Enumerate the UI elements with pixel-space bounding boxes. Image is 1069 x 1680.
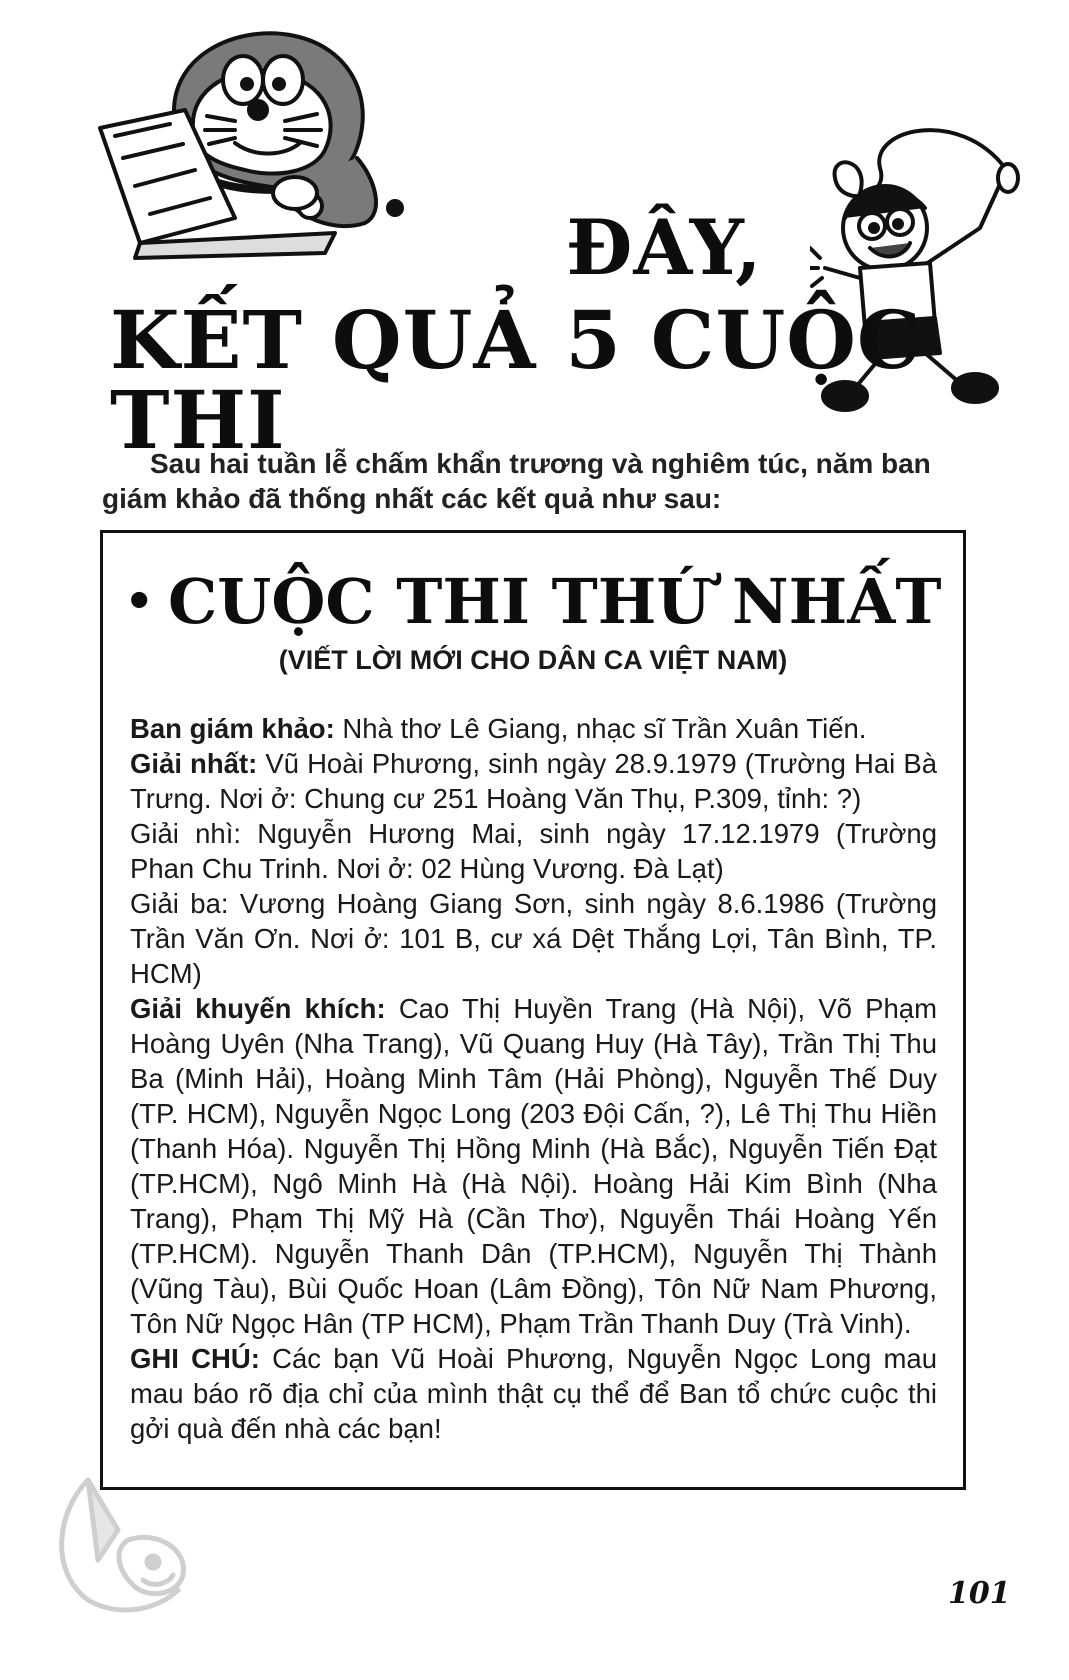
doraemon-reading-illustration xyxy=(95,18,425,268)
entry-label: Giải khuyến khích: xyxy=(130,993,386,1024)
entry-first-prize xyxy=(130,746,937,816)
contest-title-text: CUỘC THI THỨ NHẤT xyxy=(167,565,942,638)
entry-encouragement-prize xyxy=(130,991,937,1341)
contest-subtitle: (VIẾT LỜI MỚI CHO DÂN CA VIỆT NAM) xyxy=(278,645,788,675)
entry-text: Cao Thị Huyền Trang (Hà Nội), Võ Phạm Hoàng Uyên (Nha Trang), Vũ Quang Huy (Hà Tây), Trần Thị Thu Ba (Minh Hải), Hoàng Minh Tâm (Hải Phòng), Nguyễn Thế Duy (TP. HCM), Nguyễn Ngọc Long (203 Đội Cấn, ?), Lê Thị Thu Hiền (Thanh Hóa). Nguyễn Thị Hồng Minh (Hà Bắc), Nguyễn Tiến Đạt (TP.HCM), Ngô Minh Hà (Hà Nội). Hoàng Hải Kim Bình (Nha Trang), Phạm Thị Mỹ Hà (Cần Thơ), Nguyễn Thái Hoàng Yến (TP.HCM). Nguyễn Thanh Dân (TP.HCM), Nguyễn Thị Thành (Vũng Tàu), Bùi Quốc Hoan (Lâm Đồng), Tôn Nữ Nam Phương, Tôn Nữ Ngọc Hân (TP HCM), Phạm Trần Thanh Duy (Trà Vinh). xyxy=(130,993,937,1339)
entry-label: GHI CHÚ: xyxy=(130,1343,260,1374)
entry-third-prize xyxy=(130,886,937,991)
entry-label: Ban giám khảo: xyxy=(130,713,335,744)
entry-text: Giải nhì: Nguyễn Hương Mai, sinh ngày 17.12.1979 (Trường Phan Chu Trinh. Nơi ở: 02 Hùng Vương. Đà Lạt) xyxy=(130,818,937,884)
entry-text: Vũ Hoài Phương, sinh ngày 28.9.1979 (Trường Hai Bà Trưng. Nơi ở: Chung cư 251 Hoàng Văn Thụ, P.309, tỉnh: ?) xyxy=(130,748,937,814)
doraemon-watermark-icon xyxy=(48,1470,208,1620)
headline-line-2: KẾT QUẢ 5 CUỘC THI xyxy=(110,293,922,467)
contest-result-box xyxy=(100,530,966,1490)
contest-entries xyxy=(130,711,937,1446)
entry-label: Giải nhất: xyxy=(130,748,258,779)
contest-title xyxy=(103,565,963,638)
intro-text: Sau hai tuần lễ chấm khẩn trương và nghiêm túc, năm ban giám khảo đã thống nhất các kết quả như sau: xyxy=(102,448,931,514)
entry-note xyxy=(130,1341,937,1446)
headline-line-1: ĐÂY, xyxy=(566,203,763,292)
entry-text: Nhà thơ Lê Giang, nhạc sĩ Trần Xuân Tiến. xyxy=(334,713,867,744)
page-number: 101 xyxy=(948,1576,1011,1611)
intro-paragraph xyxy=(102,446,972,516)
entry-text: Giải ba: Vương Hoàng Giang Sơn, sinh ngày 8.6.1986 (Trường Trần Văn Ơn. Nơi ở: 101 B, cư xá Dệt Thắng Lợi, Tân Bình, TP. HCM) xyxy=(130,888,937,989)
entry-second-prize xyxy=(130,816,937,886)
entry-text: Các bạn Vũ Hoài Phương, Nguyễn Ngọc Long mau mau báo rõ địa chỉ của mình thật cụ thể để Ban tổ chức cuộc thi gởi quà đến nhà các bạn! xyxy=(130,1343,937,1444)
bullet-icon: • xyxy=(124,574,154,628)
entry-judges xyxy=(130,711,937,746)
